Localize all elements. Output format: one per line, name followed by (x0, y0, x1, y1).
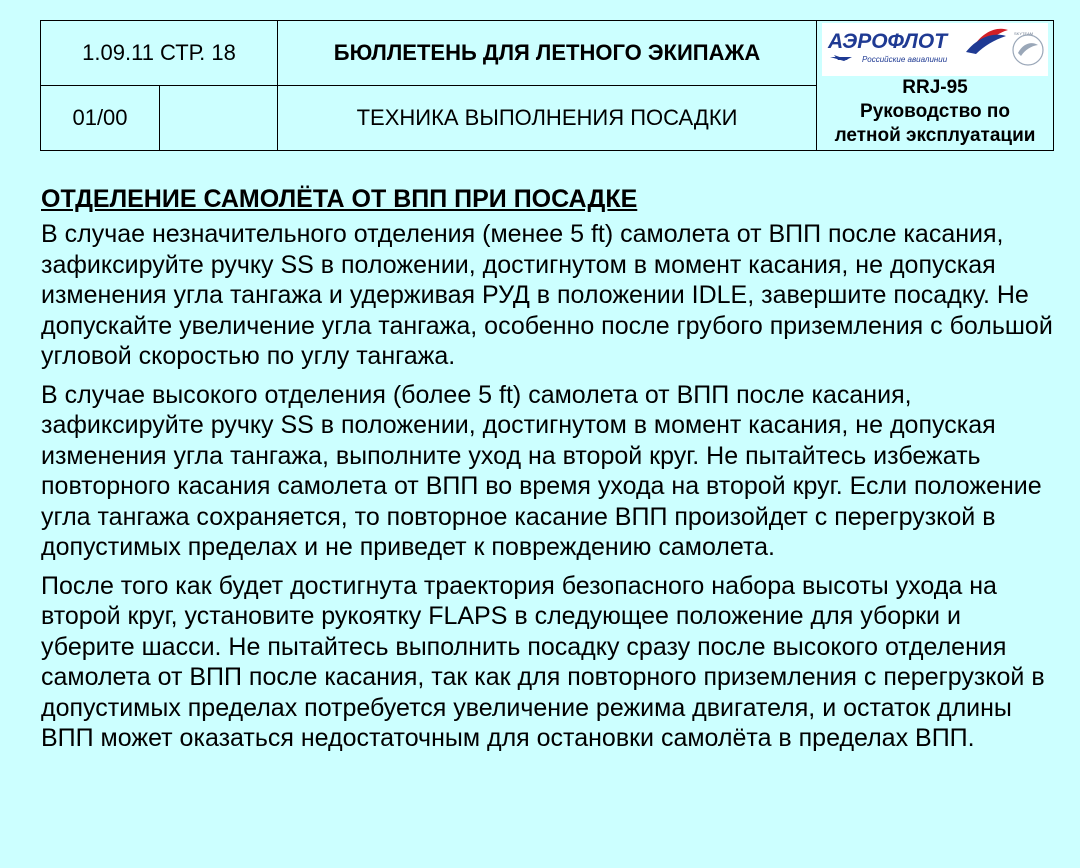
document-body (41, 183, 1056, 762)
paragraph-1: В случае незначительного отделения (менее 5 ft) самолета от ВПП после касания, зафиксируйте ручку SS в положении, достигнутом в момент касания, не допуская изменения угла тангажа и удерживая РУД в положении IDLE, завершите посадку. Не допускайте увеличение угла тангажа, особенно после грубого приземления с большой угловой скоростью по углу тангажа. (41, 220, 1053, 370)
skyteam-icon (1013, 35, 1043, 65)
bulletin-title-cell (278, 21, 817, 86)
skyteam-text: SKYTEAM (1014, 31, 1034, 36)
bulletin-title: БЮЛЛЕТЕНЬ ДЛЯ ЛЕТНОГО ЭКИПАЖА (333, 40, 761, 65)
manual-title-line2: летной эксплуатации (834, 125, 1036, 146)
revision-cell (41, 86, 160, 151)
winged-hammer-sickle-icon (830, 55, 852, 61)
paragraph-3: После того как будет достигнута траектория безопасного набора высоты ухода на второй круг, установите рукоятку FLAPS в следующее положение для уборки и уберите шасси. Не пытайтесь выполнить посадку сразу после высокого отделения самолета от ВПП после касания, так как для повторного приземления с перегрузкой в допустимых пределах потребуется увеличение режима двигателя, и остаток длины ВПП может оказаться недостаточным для остановки самолёта в пределах ВПП. (41, 571, 1045, 752)
skyteam-swirl (1018, 43, 1038, 56)
section-heading: ОТДЕЛЕНИЕ САМОЛЁТА ОТ ВПП ПРИ ПОСАДКЕ (41, 185, 638, 213)
logo-flag-blue (966, 35, 1006, 54)
aeroflot-logo-graphic (822, 23, 1048, 76)
aeroflot-logo (822, 23, 1048, 76)
document-header (40, 20, 1054, 151)
logo-manual-cell (817, 21, 1054, 151)
empty-cell (160, 86, 278, 151)
revision: 01/00 (72, 105, 128, 130)
date-page: 1.09.11 СТР. 18 (82, 40, 236, 65)
paragraph-2: В случае высокого отделения (более 5 ft) самолета от ВПП после касания, зафиксируйте ручку SS в положении, достигнутом в момент касания, не допуская изменения угла тангажа, выполните уход на второй круг. Не пытайтесь избежать повторного касания самолета от ВПП во время ухода на второй круг. Если положение угла тангажа сохраняется, то повторное касание ВПП произойдет с перегрузкой в допустимых пределах и не приведет к повреждению самолета. (41, 380, 1042, 561)
logo-tagline: Российские авиалинии (862, 55, 948, 64)
subject: ТЕХНИКА ВЫПОЛНЕНИЯ ПОСАДКИ (356, 105, 738, 130)
subject-cell (278, 86, 817, 151)
aircraft-type: RRJ-95 (902, 77, 968, 98)
logo-brand-text: АЭРОФЛОТ (828, 30, 948, 53)
manual-title-line1: Руководство по (860, 101, 1010, 122)
date-page-cell (41, 21, 278, 86)
